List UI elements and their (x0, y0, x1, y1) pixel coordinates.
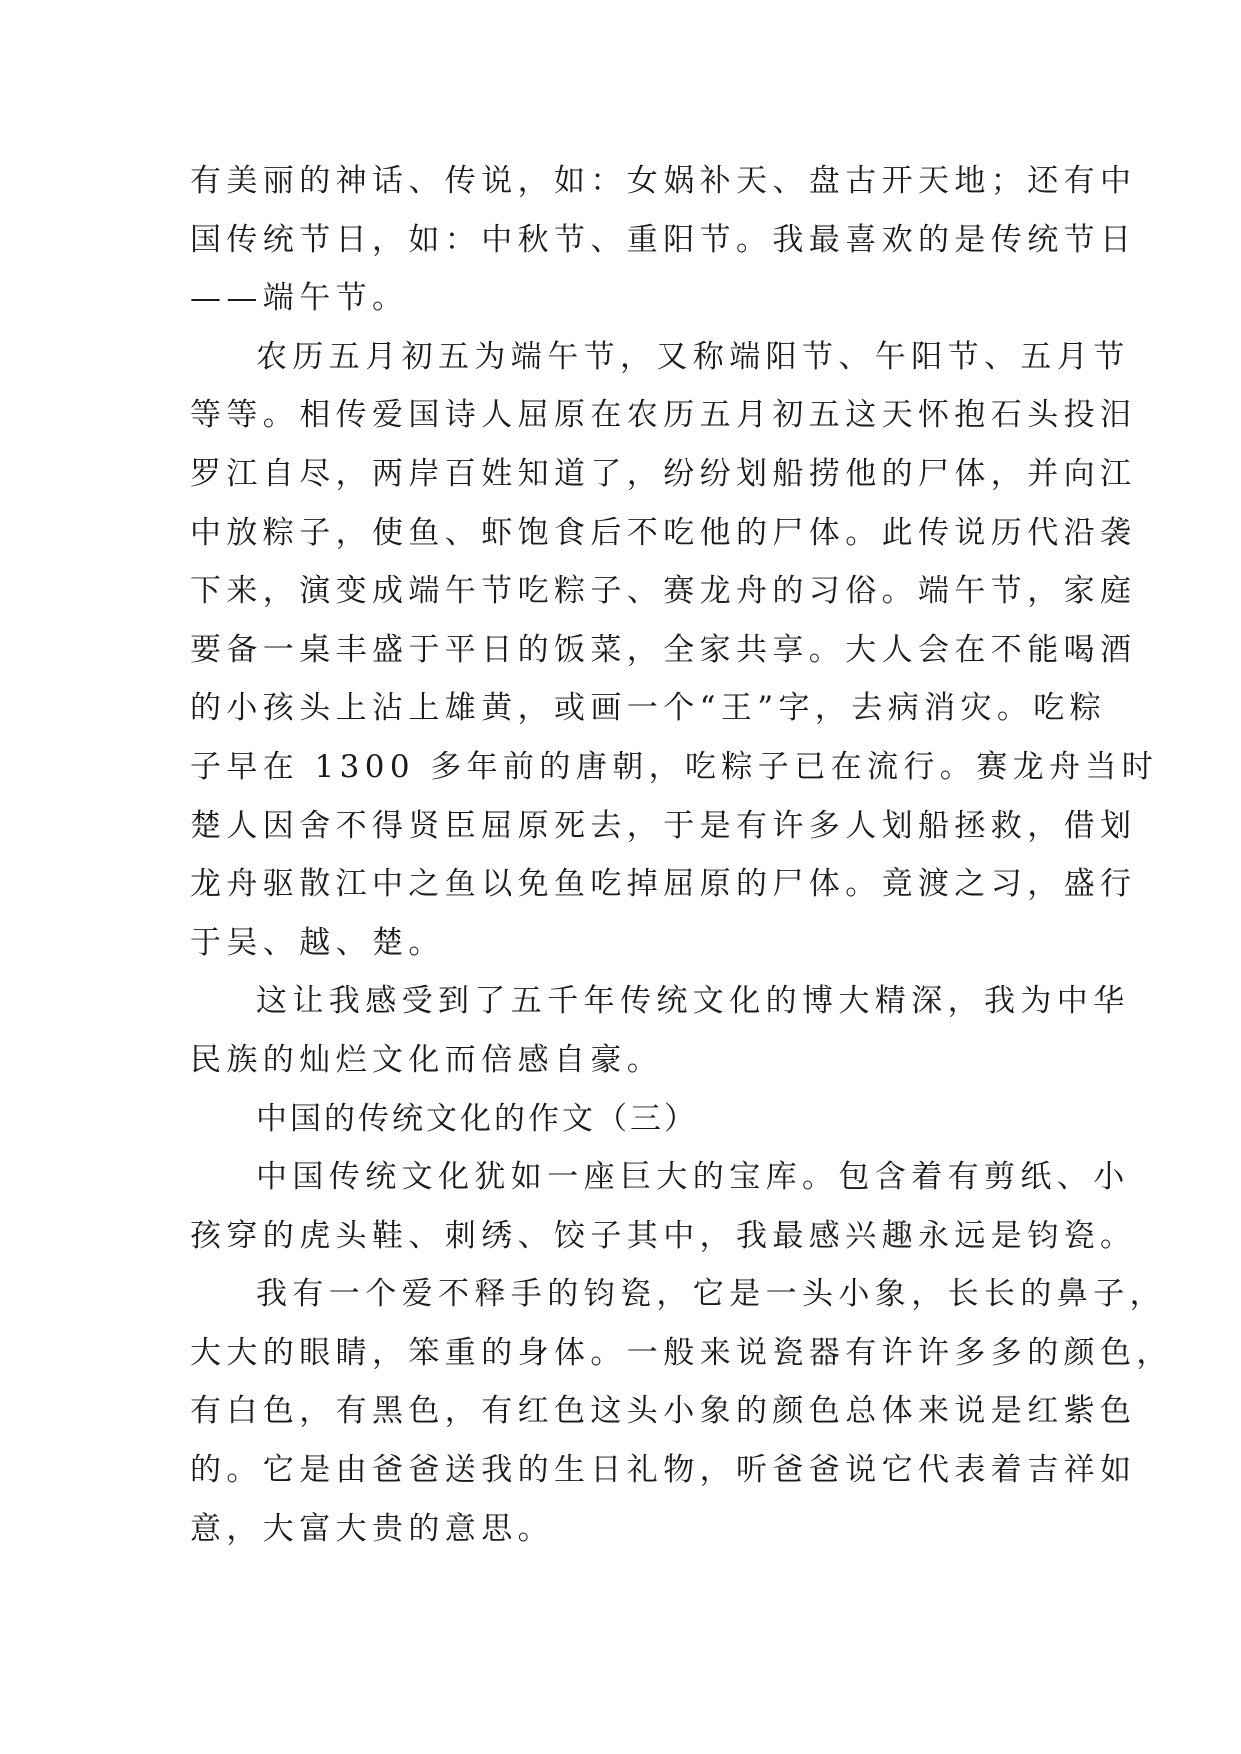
section-title: 中国的传统文化的作文（三） (256, 1100, 698, 1137)
text-line: 罗江自尽，两岸百姓知道了，纷纷划船捞他的尸体，并向江 (190, 455, 1137, 492)
text-line: 的小孩头上沾上雄黄，或画一个“王”字，去病消灾。吃粽 (190, 690, 1107, 727)
text-line: 于吴、越、楚。 (190, 924, 445, 961)
text-line: 楚人因舍不得贤臣屈原死去，于是有许多人划船拯救，借划 (190, 807, 1137, 844)
text-line: 龙舟驱散江中之鱼以免鱼吃掉屈原的尸体。竟渡之习，盛行 (190, 866, 1137, 903)
text-line: 中放粽子，使鱼、虾饱食后不吃他的尸体。此传说历代沿袭 (190, 514, 1137, 551)
paragraph-first-line: 我有一个爱不释手的钧瓷，它是一头小象，长长的鼻子， (256, 1276, 1166, 1313)
text-line: 下来，演变成端午节吃粽子、赛龙舟的习俗。端午节，家庭 (190, 573, 1137, 610)
text-line: 民族的灿烂文化而倍感自豪。 (190, 1041, 664, 1078)
text-line: 国传统节日，如：中秋节、重阳节。我最喜欢的是传统节日 (190, 221, 1137, 258)
text-line: 要备一桌丰盛于平日的饭菜，全家共享。大人会在不能喝酒 (190, 631, 1137, 668)
text-line: 有白色，有黑色，有红色这头小象的颜色总体来说是红紫色 (190, 1393, 1137, 1430)
text-line: 子早在 1300 多年前的唐朝，吃粽子已在流行。赛龙舟当时 (190, 748, 1159, 785)
text-line: 有美丽的神话、传说，如：女娲补天、盘古开天地；还有中 (190, 163, 1137, 199)
text-line: 的。它是由爸爸送我的生日礼物，听爸爸说它代表着吉祥如 (190, 1452, 1137, 1489)
text-line: ——端午节。 (190, 280, 409, 317)
paragraph-first-line: 这让我感受到了五千年传统文化的博大精深，我为中华 (256, 983, 1130, 1020)
paragraph-first-line: 农历五月初五为端午节，又称端阳节、午阳节、五月节 (256, 338, 1130, 375)
text-line: 等等。相传爱国诗人屈原在农历五月初五这天怀抱石头投汨 (190, 397, 1137, 434)
text-line: 孩穿的虎头鞋、刺绣、饺子其中，我最感兴趣永远是钧瓷。 (190, 1217, 1137, 1254)
paragraph-first-line: 中国传统文化犹如一座巨大的宝库。包含着有剪纸、小 (256, 1159, 1130, 1196)
text-line: 意，大富大贵的意思。 (190, 1510, 554, 1547)
text-line: 大大的眼睛，笨重的身体。一般来说瓷器有许许多多的颜色， (190, 1334, 1173, 1371)
